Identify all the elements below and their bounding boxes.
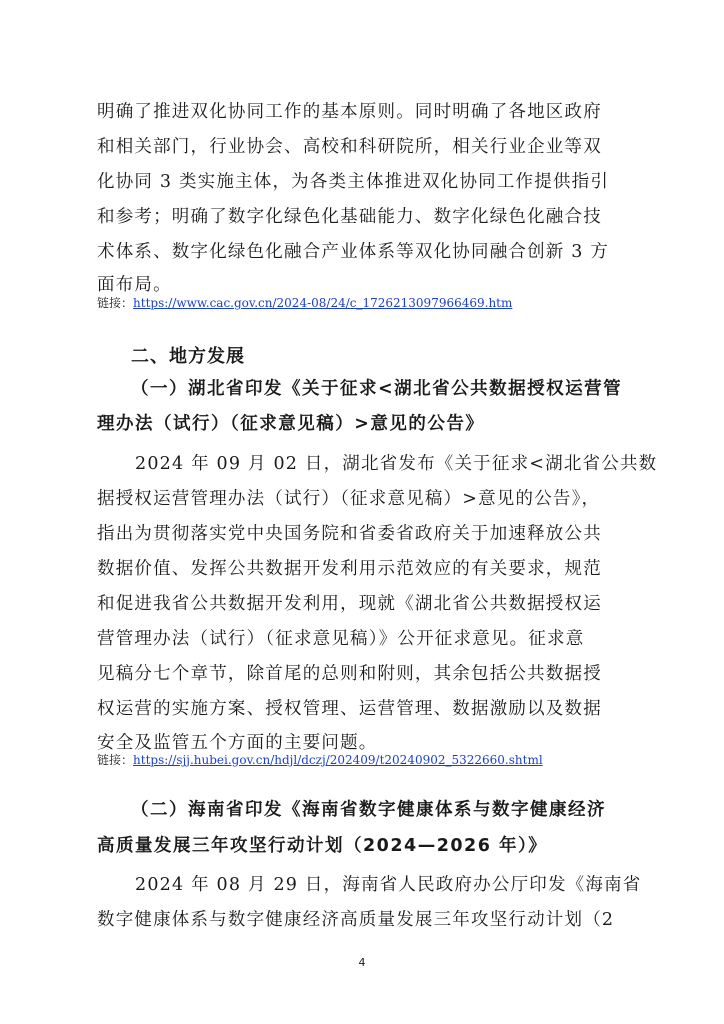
paragraph-line: 和促进我省公共数据开发利用，现就《湖北省公共数据授权运 (97, 594, 602, 614)
paragraph-line: 面布局。 (97, 275, 172, 295)
paragraph-line: 2024 年 09 月 02 日，湖北省发布《关于征求<湖北省公共数 (135, 454, 658, 474)
source-link[interactable]: https://www.cac.gov.cn/2024-08/24/c_1726213097966469.htm (133, 296, 513, 310)
paragraph-line: 营管理办法（试行）（征求意见稿）》公开征求意见。征求意 (97, 629, 585, 649)
section-title: 二、地方发展 (131, 346, 245, 367)
link-label: 链接： (97, 296, 134, 310)
item-heading: 高质量发展三年攻坚行动计划（2024—2026 年）》 (97, 836, 548, 856)
paragraph-line: 化协同 3 类实施主体，为各类主体推进双化协同工作提供指引 (97, 172, 610, 192)
paragraph-line: 数字健康体系与数字健康经济高质量发展三年攻坚行动计划（2 (97, 910, 615, 930)
link-label: 链接： (97, 753, 134, 767)
link-row (97, 294, 512, 311)
item-heading: （一）湖北省印发《关于征求<湖北省公共数据授权运营管 (131, 379, 623, 399)
item-heading: 理办法（试行）（征求意见稿）>意见的公告》 (97, 414, 485, 434)
paragraph-line: 据授权运营管理办法（试行）（征求意见稿）>意见的公告》， (97, 489, 601, 509)
paragraph-line: 明确了推进双化协同工作的基本原则。同时明确了各地区政府 (97, 102, 602, 122)
item-heading: （二）海南省印发《海南省数字健康体系与数字健康经济 (131, 800, 606, 820)
paragraph-line: 2024 年 08 月 29 日，海南省人民政府办公厅印发《海南省 (135, 875, 642, 895)
paragraph-line: 和相关部门，行业协会、高校和科研院所，相关行业企业等双 (97, 137, 602, 157)
paragraph-line: 数据价值、发挥公共数据开发利用示范效应的有关要求，规范 (97, 559, 602, 579)
paragraph-line: 见稿分七个章节，除首尾的总则和附则，其余包括公共数据授 (97, 664, 602, 684)
link-row (97, 751, 543, 768)
paragraph-line: 安全及监管五个方面的主要问题。 (97, 733, 378, 753)
paragraph-line: 指出为贯彻落实党中央国务院和省委省政府关于加速释放公共 (97, 524, 602, 544)
paragraph-line: 术体系、数字化绿色化融合产业体系等双化协同融合创新 3 方 (97, 242, 610, 262)
page-number: 4 (358, 956, 366, 969)
source-link[interactable]: https://sjj.hubei.gov.cn/hdjl/dczj/202409/t20240902_5322660.shtml (133, 753, 543, 767)
paragraph-line: 和参考；明确了数字化绿色化基础能力、数字化绿色化融合技 (97, 207, 602, 227)
paragraph-line: 权运营的实施方案、授权管理、运营管理、数据激励以及数据 (97, 699, 602, 719)
